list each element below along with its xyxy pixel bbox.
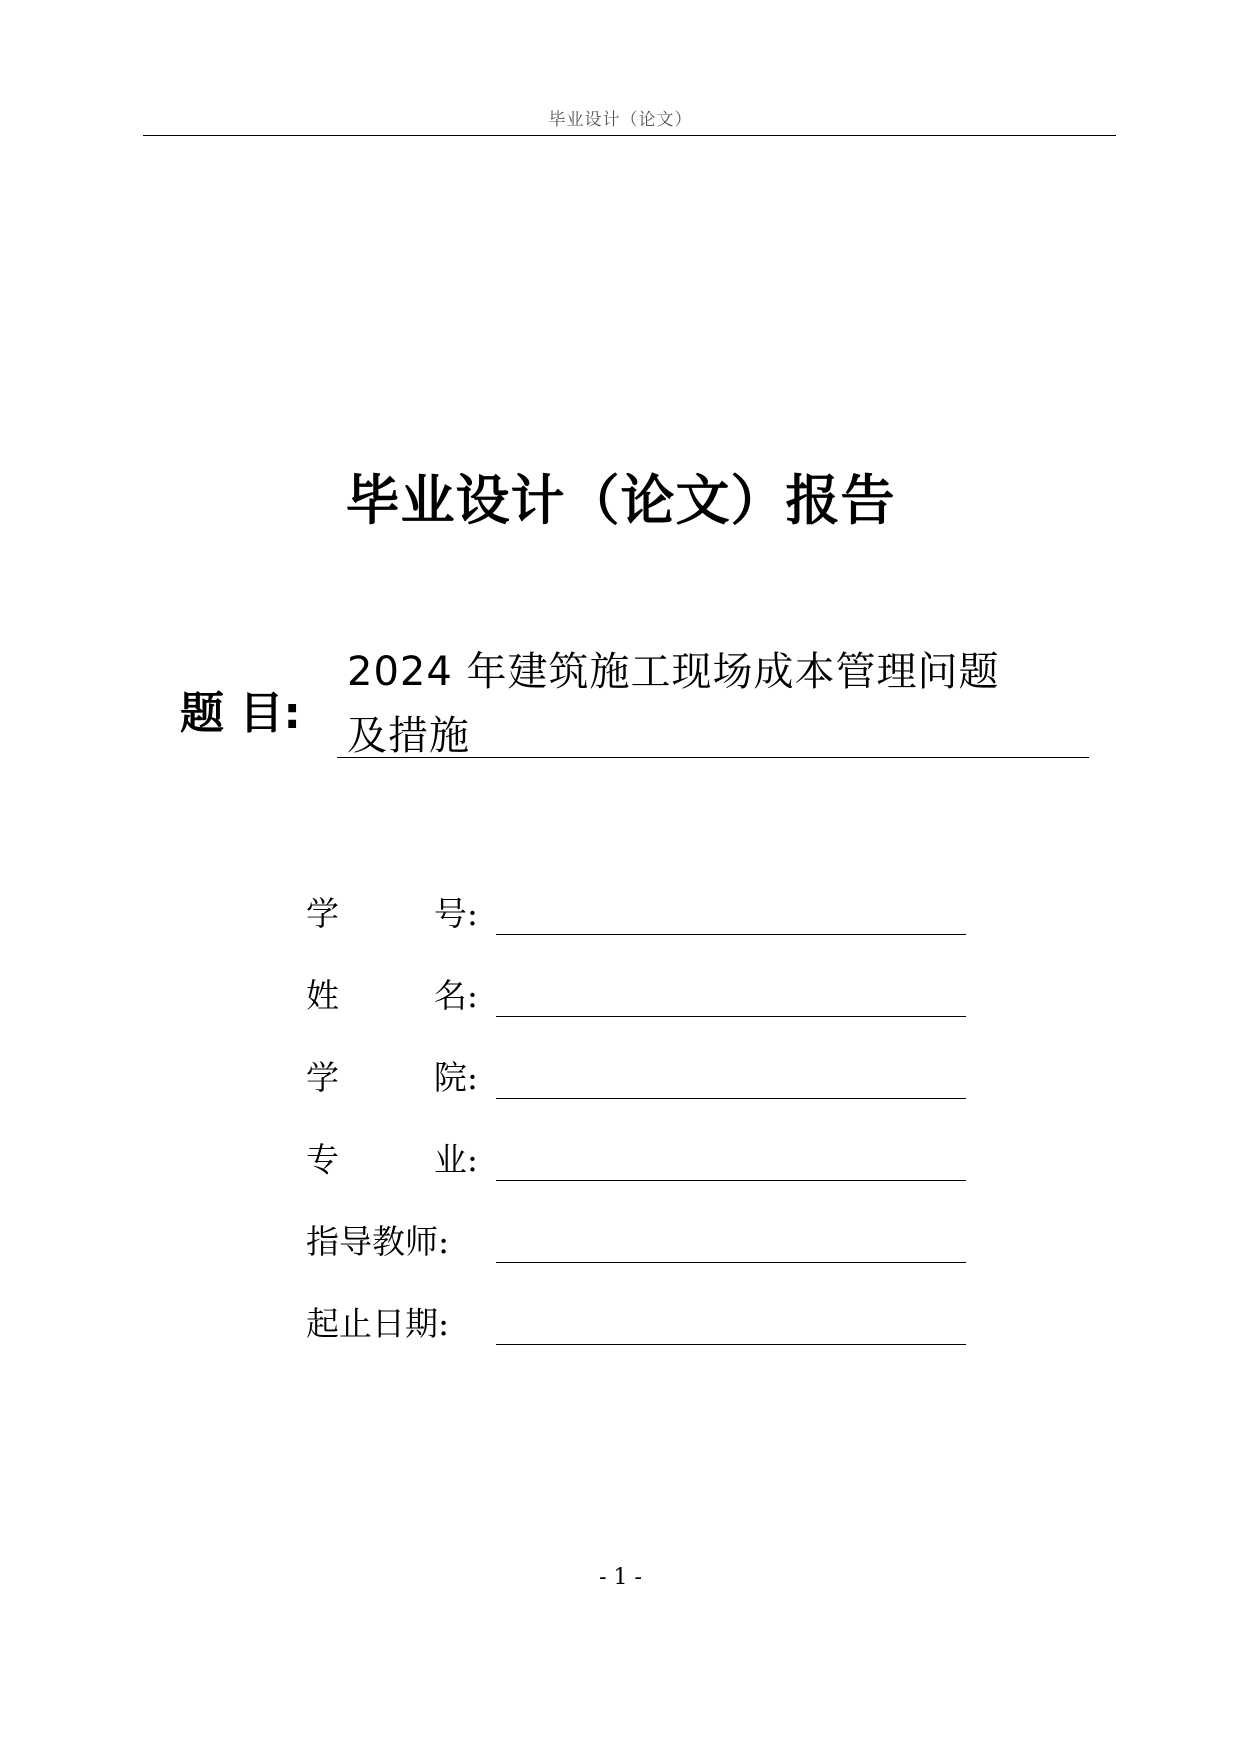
student-id-blank	[496, 934, 966, 935]
field-major	[306, 1122, 966, 1182]
field-label-advisor: 指导教师:	[306, 1222, 450, 1261]
period-blank	[496, 1344, 966, 1345]
running-header: 毕业设计（论文）	[548, 110, 693, 130]
name-blank	[496, 1016, 966, 1017]
field-label-period: 起止日期:	[306, 1304, 450, 1343]
header-divider	[143, 135, 1116, 136]
major-blank	[496, 1180, 966, 1181]
page-number: - 1 -	[599, 1565, 642, 1590]
field-label-name: 姓 名:	[306, 976, 478, 1015]
field-student-id	[306, 876, 966, 936]
field-period	[306, 1286, 966, 1346]
topic-value	[347, 640, 1087, 768]
topic-label: 题 目:	[180, 688, 301, 739]
college-blank	[496, 1098, 966, 1099]
document-title: 毕业设计（论文）报告	[345, 469, 896, 532]
advisor-blank	[496, 1262, 966, 1263]
field-name	[306, 958, 966, 1018]
field-label-major: 专 业:	[306, 1140, 478, 1179]
field-label-student-id: 学 号:	[306, 894, 478, 933]
field-label-college: 学 院:	[306, 1058, 478, 1097]
field-college	[306, 1040, 966, 1100]
topic-underline	[337, 757, 1089, 758]
field-advisor	[306, 1204, 966, 1264]
topic-line-1: 2024 年建筑施工现场成本管理问题	[347, 649, 1000, 695]
topic-line-2: 及措施	[347, 713, 470, 759]
